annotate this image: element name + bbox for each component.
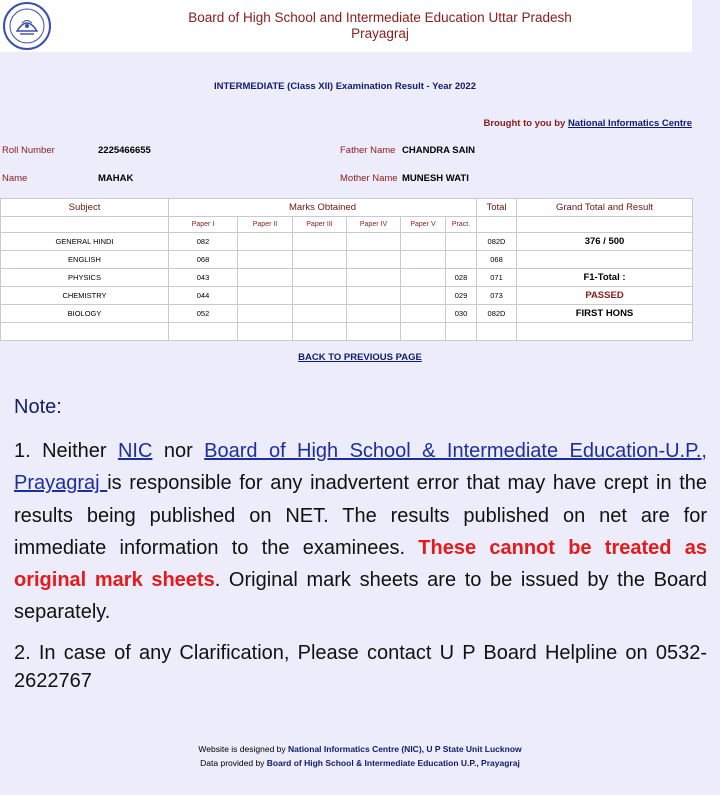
note-paragraph-2: 2. In case of any Clarification, Please contact U P Board Helpline on 0532-2622767 xyxy=(14,642,707,692)
paper-1-cell: 052 xyxy=(169,305,238,323)
paper-1-cell: 043 xyxy=(169,269,238,287)
practical-cell: 029 xyxy=(446,287,477,305)
paper-1-cell: 068 xyxy=(169,251,238,269)
table-row xyxy=(1,233,693,251)
note-p1-tail: . Original mark sheets are to be issued by the Board separately. xyxy=(14,569,707,624)
brought-by xyxy=(484,118,693,129)
practical-cell: 030 xyxy=(446,305,477,323)
subject-cell: PHYSICS xyxy=(1,269,169,287)
table-row xyxy=(1,287,693,305)
mother-name-label: Mother Name xyxy=(340,173,398,184)
site-header xyxy=(0,0,692,52)
footer-line-1 xyxy=(0,742,720,756)
total-cell: 082D xyxy=(477,305,517,323)
roll-number-label: Roll Number xyxy=(2,145,55,156)
f1-total-label: F1-Total : xyxy=(517,269,693,287)
paper-4-header: Paper IV xyxy=(347,217,401,233)
board-title-line1: Board of High School and Intermediate Education Uttar Pradesh xyxy=(188,10,572,25)
note-board-link[interactable]: Board of High School & Intermediate Education-U.P., Prayagraj xyxy=(14,440,707,495)
note-p1-prefix: 1. Neither xyxy=(14,440,118,462)
note-heading: Note: xyxy=(14,396,62,418)
exam-title: INTERMEDIATE (Class XII) Examination Result - Year 2022 xyxy=(213,81,477,92)
practical-header: Pract. xyxy=(446,217,477,233)
result-status: PASSED xyxy=(517,287,693,305)
table-row xyxy=(1,251,693,269)
paper-1-cell: 044 xyxy=(169,287,238,305)
note-p1-nor: nor xyxy=(152,440,205,462)
footer-designed-prefix: Website is designed by xyxy=(198,744,288,754)
roll-number-value: 2225466655 xyxy=(98,145,151,156)
total-header: Total xyxy=(477,199,517,217)
paper-3-header: Paper III xyxy=(293,217,347,233)
total-cell: 068 xyxy=(477,251,517,269)
practical-cell xyxy=(446,251,477,269)
practical-cell: 028 xyxy=(446,269,477,287)
note-warning: These cannot be treated as original mark sheets xyxy=(14,536,707,592)
division-cell: FIRST HONS xyxy=(517,305,693,323)
board-title-line2: Prayagraj xyxy=(351,26,409,41)
marks-table xyxy=(0,198,693,341)
note-p1-body: is responsible for any inadvertent error that may have crept in the results being published on NET. The results published on net are for immediate information to the examinees. xyxy=(14,472,707,559)
subject-cell: GENERAL HINDI xyxy=(1,233,169,251)
father-name-label: Father Name xyxy=(340,145,396,156)
table-row xyxy=(1,305,693,323)
site-footer xyxy=(0,742,720,770)
practical-cell xyxy=(446,233,477,251)
footer-data-provider: Board of High School & Intermediate Education U.P., Prayagraj xyxy=(266,758,520,768)
back-to-previous-page-link[interactable]: BACK TO PREVIOUS PAGE xyxy=(298,352,422,363)
subject-header: Subject xyxy=(1,199,169,217)
result-cell xyxy=(517,251,693,269)
footer-data-prefix: Data provided by xyxy=(200,758,267,768)
subject-cell: BIOLOGY xyxy=(1,305,169,323)
paper-5-header: Paper V xyxy=(401,217,446,233)
mother-name-value: MUNESH WATI xyxy=(402,173,469,184)
marks-obtained-header: Marks Obtained xyxy=(169,199,477,217)
total-cell: 082D xyxy=(477,233,517,251)
subject-cell: CHEMISTRY xyxy=(1,287,169,305)
paper-1-cell: 082 xyxy=(169,233,238,251)
name-label: Name xyxy=(2,173,28,184)
table-row-empty xyxy=(1,323,693,341)
total-cell: 073 xyxy=(477,287,517,305)
note-paragraph-1 xyxy=(14,435,707,629)
paper-2-header: Paper II xyxy=(238,217,293,233)
nic-link[interactable]: National Informatics Centre xyxy=(567,118,692,129)
name-value: MAHAK xyxy=(98,173,134,184)
note-nic-link[interactable]: NIC xyxy=(117,440,153,462)
up-government-emblem-icon xyxy=(2,1,52,51)
footer-line-2 xyxy=(0,756,720,770)
subject-cell: ENGLISH xyxy=(1,251,169,269)
total-cell: 071 xyxy=(477,269,517,287)
father-name-value: CHANDRA SAIN xyxy=(402,145,476,156)
table-header-row xyxy=(1,199,693,217)
footer-designer: National Informatics Centre (NIC), U P State Unit Lucknow xyxy=(288,744,522,754)
grand-total-value: 376 / 500 xyxy=(517,233,693,251)
board-title xyxy=(60,10,700,42)
table-subheader-row xyxy=(1,217,693,233)
table-row xyxy=(1,269,693,287)
grand-total-header: Grand Total and Result xyxy=(517,199,693,217)
paper-1-header: Paper I xyxy=(169,217,238,233)
brought-by-prefix: Brought to you by xyxy=(483,118,566,129)
